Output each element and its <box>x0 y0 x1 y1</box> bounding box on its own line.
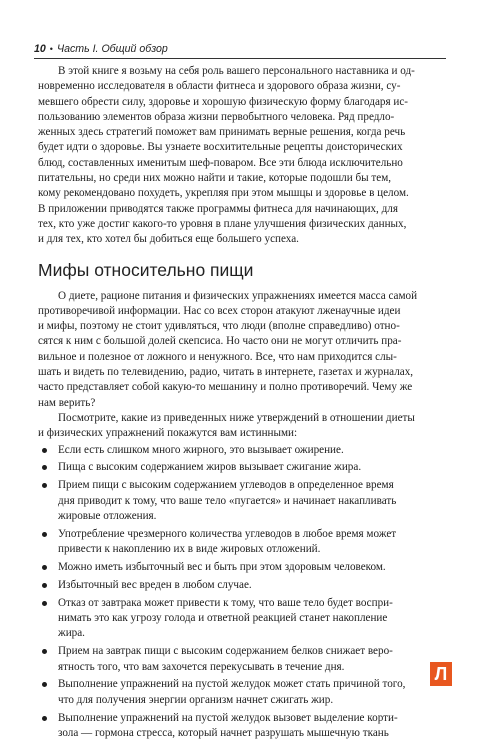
publisher-logo-icon <box>430 662 452 686</box>
header-separator: • <box>49 44 53 54</box>
list-item <box>38 443 444 458</box>
list-item <box>38 460 444 475</box>
paragraph-statements-intro: Посмотрите, какие из приведенных ниже утверждений в отношении диеты и физических упражнений покажутся вам истинными: <box>38 411 415 440</box>
intro-paragraph: В этой книге я возьму на себя роль вашего персонального наставника и од- новременно исследователя в области фитнеса и здорового образа жизни, су- мевшего обрести силу, здоровье и хорошую физическую форму благодаря ис- пользованию элементов образа жизни первобытного человека. Ряд предло- женных здесь стратегий поможет вам принимать верные решения, когда речь будет идти о здоровье. Вы узнаете восхитительные рецепты доисторических блюд, составленных именитым шеф-поваром. Все эти блюда исключительно питательны, но среди них можно найти и такие, которые подошли бы тем, кому рекомендовано похудеть, укрепляя при этом мышцы и здоровье в целом. В приложении приводятся также программы фитнеса для начинающих, для тех, кто уже достиг какого-то уровня в плане улучшения физических данных, и для тех, кто хотел бы добиться еще большего успеха. <box>38 65 415 246</box>
bullet-icon <box>42 565 47 570</box>
bullet-icon <box>42 601 47 606</box>
running-header <box>34 42 446 56</box>
list-item <box>38 578 444 593</box>
list-item <box>38 560 444 575</box>
list-item <box>38 596 444 642</box>
list-item-text: Выполнение упражнений на пустой желудок вызовет выделение корти- зола — гормона стресса, который начнет разрушать мышечную ткань <box>58 711 398 739</box>
list-item-text: Прием пищи с высоким содержанием углеводов в определенное время дня приводит к тому, что ваше тело «пугается» и начинает накапливать жировые отложения. <box>58 479 397 522</box>
logo-letter: Л <box>434 664 448 684</box>
list-item <box>38 677 444 708</box>
list-item-text: Отказ от завтрака может привести к тому, что ваше тело будет воспри- нимать это как угрозу голода и ответной реакцией станет накопление жира. <box>58 596 393 640</box>
paragraph-diet-information: О диете, рационе питания и физических упражнениях имеется масса самой противоречивой информации. Нас со всех сторон атакуют лженаучные идеи и мифы, поэтому не стоит удивляться, что люди (вполне справедливо) отно- сятся к ним с большой долей скепсиса. Но часто они не могут отличить пра- вильное и полезное от ложного и ненужного. Все, что нам приходится слы- шать и видеть по телевидению, радио, читать в интернете, газетах и журналах, часто представляет собой какую-то мешанину и полно противоречий. Чему же нам верить? <box>38 289 418 409</box>
list-item-text: Если есть слишком много жирного, это вызывает ожирение. <box>58 443 344 456</box>
page-body <box>38 64 444 744</box>
page-number: 10 <box>34 43 46 55</box>
list-item <box>38 711 444 742</box>
list-item <box>38 527 444 558</box>
list-item <box>38 478 444 524</box>
bullet-icon <box>42 649 47 654</box>
bullet-icon <box>42 532 47 537</box>
bullet-icon <box>42 483 47 488</box>
bullet-icon <box>42 682 47 687</box>
list-item-text: Прием на завтрак пищи с высоким содержанием белков снижает веро- ятность того, что вам захочется перекусывать в течение дня. <box>58 645 393 673</box>
part-title: Часть I. Общий обзор <box>56 43 168 55</box>
list-item-text: Употребление чрезмерного количества углеводов в любое время может привести к накоплению их в виде жировых отложений. <box>58 527 397 556</box>
section-heading: Мифы относительно пищи <box>38 259 254 280</box>
list-item-text: Избыточный вес вреден в любом случае. <box>58 578 252 591</box>
bullet-icon <box>42 583 47 588</box>
bullet-icon <box>42 448 47 453</box>
list-item <box>38 644 444 675</box>
header-divider <box>34 58 446 59</box>
bullet-icon <box>42 716 47 721</box>
list-item-text: Пища с высоким содержанием жиров вызывает сжигание жира. <box>58 461 362 474</box>
bullet-icon <box>42 465 47 470</box>
myths-list <box>38 443 444 742</box>
list-item-text: Выполнение упражнений на пустой желудок может стать причиной того, что для получения энергии организм начнет сжигать жир. <box>58 678 406 706</box>
list-item-text: Можно иметь избыточный вес и быть при этом здоровым человеком. <box>58 560 386 573</box>
